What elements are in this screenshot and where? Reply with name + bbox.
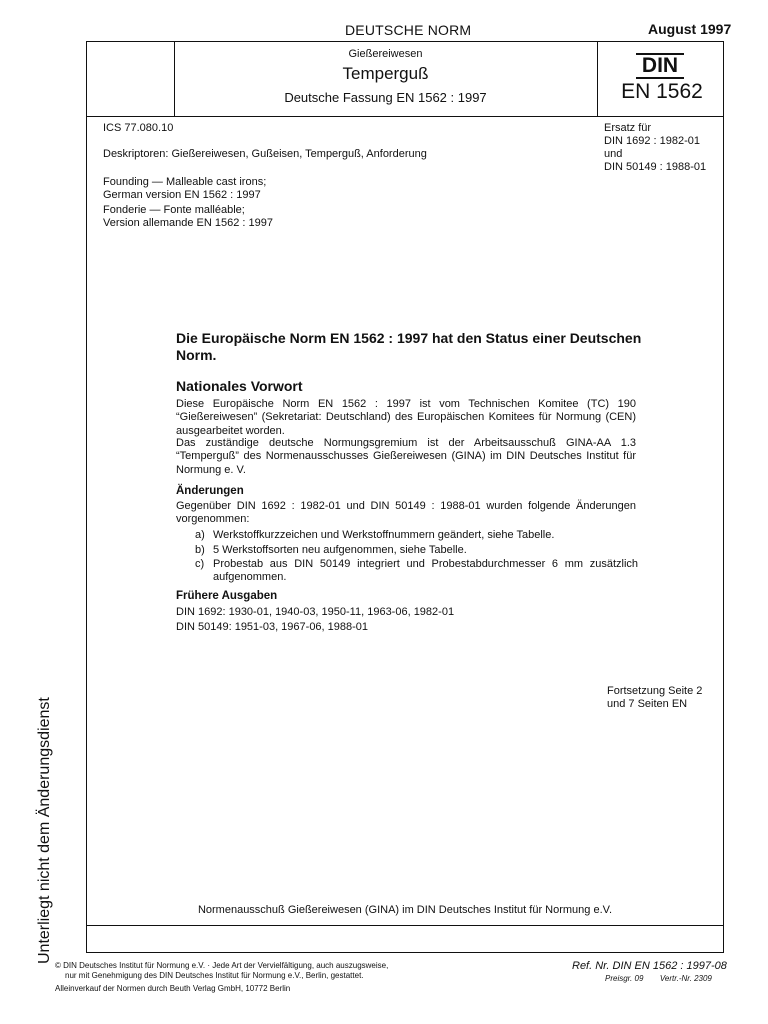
foreign-title-line: German version EN 1562 : 1997 <box>103 189 261 201</box>
vorwort-paragraph-2: Das zuständige deutsche Normungsgremium ist der Arbeitsausschuß GINA-AA 1.3 “Temperguß” des Normenausschusses Gießereiwesen (GINA) im DIN Deutsches Institut für Normung e. V. <box>176 437 636 476</box>
continuation-note <box>607 685 702 711</box>
norm-type-label: DEUTSCHE NORM <box>345 22 472 38</box>
replacement-note <box>604 122 706 174</box>
price-group: Preisgr. 09 <box>605 974 644 983</box>
side-note: Unterliegt nicht dem Änderungsdienst <box>36 697 53 964</box>
issue-date: August 1997 <box>648 21 732 37</box>
subject-area: Gießereiwesen <box>348 48 423 60</box>
list-item: 5 Werkstoffsorten neu aufgenommen, siehe Tabelle. <box>213 544 467 556</box>
replacement-line: DIN 1692 : 1982-01 <box>604 135 701 147</box>
continuation-line: und 7 Seiten EN <box>607 698 688 710</box>
list-marker: b) <box>195 544 205 556</box>
copyright-line: © DIN Deutsches Institut für Normung e.V. · Jede Art der Vervielfältigung, auch auszugsweise, <box>55 961 389 970</box>
title-block-bottom-rule <box>86 116 724 117</box>
replacement-line: DIN 50149 : 1988-01 <box>604 161 707 173</box>
din-logo: DIN <box>636 53 684 79</box>
title-block-divider-right <box>597 41 598 116</box>
footer-rule <box>86 925 724 926</box>
vertr-number: Vertr.-Nr. 2309 <box>659 974 712 983</box>
replacement-line: Ersatz für <box>604 122 652 134</box>
fruehere-line: DIN 1692: 1930-01, 1940-03, 1950-11, 1963-06, 1982-01 <box>176 606 455 618</box>
price-info <box>605 974 712 983</box>
list-marker: c) <box>195 558 205 570</box>
foreign-title-line: Fonderie — Fonte malléable; <box>103 204 245 216</box>
ics-code: ICS 77.080.10 <box>103 122 174 134</box>
reference-number: Ref. Nr. DIN EN 1562 : 1997-08 <box>572 960 727 972</box>
copyright-line: nur mit Genehmigung des DIN Deutsches Institut für Normung e.V., Berlin, gestattet. <box>65 971 364 980</box>
status-statement: Die Europäische Norm EN 1562 : 1997 hat den Status einer Deutschen Norm. <box>176 330 642 363</box>
version-line: Deutsche Fassung EN 1562 : 1997 <box>284 90 487 105</box>
copyright-line: Alleinverkauf der Normen durch Beuth Verlag GmbH, 10772 Berlin <box>55 984 291 993</box>
foreign-title-line: Version allemande EN 1562 : 1997 <box>103 217 274 229</box>
copyright-notice <box>55 961 388 994</box>
descriptors: Deskriptoren: Gießereiwesen, Gußeisen, Temperguß, Anforderung <box>103 148 427 160</box>
vorwort-heading: Nationales Vorwort <box>176 378 303 394</box>
aenderungen-heading: Änderungen <box>176 485 244 497</box>
replacement-line: und <box>604 148 623 160</box>
vorwort-paragraph-1: Diese Europäische Norm EN 1562 : 1997 ist vom Technischen Komitee (TC) 190 “Gießereiwesen” (Sekretariat: Deutschland) des Europäischen Komitees für Normung (CEN) ausgearbeitet worden. <box>176 398 636 437</box>
norm-number: EN 1562 <box>621 80 703 103</box>
foreign-title-line: Founding — Malleable cast irons; <box>103 176 267 188</box>
document-title: Temperguß <box>342 64 429 83</box>
aenderungen-intro: Gegenüber DIN 1692 : 1982-01 und DIN 50149 : 1988-01 wurden folgende Änderungen vorgenommen: <box>176 500 636 526</box>
list-marker: a) <box>195 529 205 541</box>
list-item: Werkstoffkurzzeichen und Werkstoffnummern geändert, siehe Tabelle. <box>213 529 555 541</box>
fruehere-heading: Frühere Ausgaben <box>176 590 278 602</box>
list-item: Probestab aus DIN 50149 integriert und Probestabdurchmesser 6 mm zusätzlich aufgenommen. <box>213 558 638 584</box>
continuation-line: Fortsetzung Seite 2 <box>607 685 703 697</box>
foreign-titles <box>103 176 273 230</box>
committee-line: Normenausschuß Gießereiwesen (GINA) im DIN Deutsches Institut für Normung e.V. <box>197 904 613 916</box>
fruehere-line: DIN 50149: 1951-03, 1967-06, 1988-01 <box>176 621 369 633</box>
